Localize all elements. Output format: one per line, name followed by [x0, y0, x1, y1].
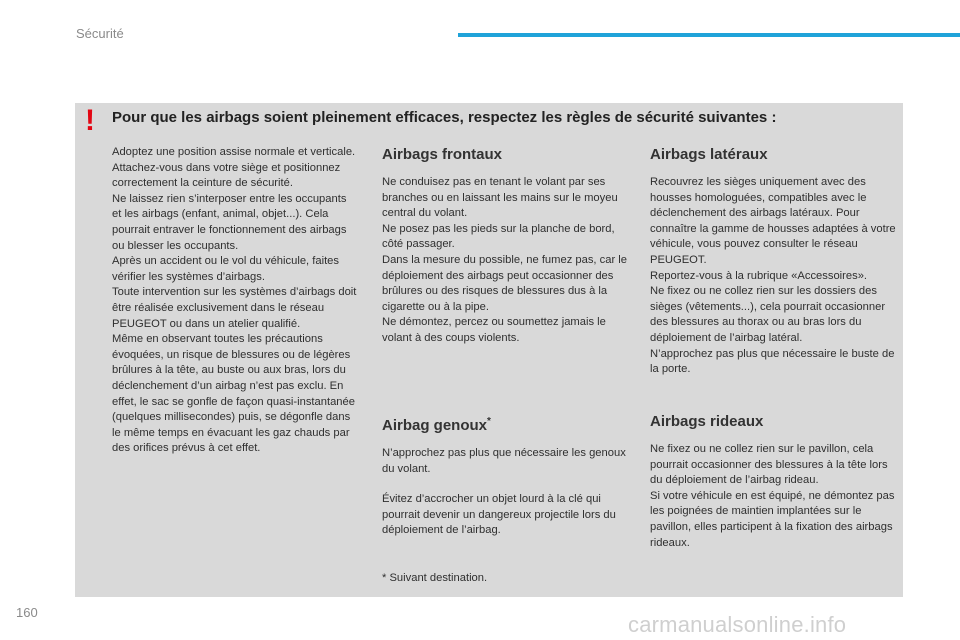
frontal-paragraph: Ne posez pas les pieds sur la planche de bord, côté passager. — [382, 222, 615, 251]
section-title: Sécurité — [76, 26, 124, 41]
knee-airbag-section — [382, 413, 632, 539]
page-number: 160 — [16, 605, 38, 620]
frontal-paragraph: Dans la mesure du possible, ne fumez pas, car le déploiement des airbags peut occasionner des brûlures ou des risques de blessures dus à la cigarette ou à la pipe. — [382, 253, 628, 313]
frontal-airbags-section — [382, 146, 632, 347]
frontal-paragraph: Ne démontez, percez ou soumettez jamais le volant à des coups violents. — [382, 316, 606, 344]
frontal-paragraph: Ne conduisez pas en tenant le volant par ses branches ou en laissant les mains sur le moyeu central du volant. — [382, 176, 618, 220]
warning-title: Pour que les airbags soient pleinement efficaces, respectez les règles de sécurité suivantes : — [112, 109, 777, 126]
side-paragraph: Reportez-vous à la rubrique «Accessoires». — [650, 269, 868, 282]
knee-airbag-heading-text: Airbag genoux — [382, 417, 488, 434]
general-paragraph: Attachez-vous dans votre siège et positionnez correctement la ceinture de sécurité. — [112, 161, 341, 190]
general-paragraph: Toute intervention sur les systèmes d’airbags doit être réalisée exclusivement dans le réseau PEUGEOT ou dans un atelier qualifié. — [112, 286, 357, 330]
side-airbags-section — [650, 146, 902, 378]
curtain-paragraph: Si votre véhicule en est équipé, ne démontez pas les poignées de maintien implantées sur le pavillon, elles participent à la fixation des airbags rideaux. — [650, 489, 895, 549]
curtain-airbags-section — [650, 413, 902, 551]
general-rules — [112, 145, 358, 457]
accent-bar — [458, 33, 960, 37]
knee-paragraph: Évitez d’accrocher un objet lourd à la clé qui pourrait devenir un dangereux projectile lors du déploiement de l’airbag. — [382, 493, 616, 537]
frontal-airbags-heading: Airbags frontaux — [382, 146, 503, 163]
watermark: carmanualsonline.info — [628, 612, 847, 637]
general-paragraph: Même en observant toutes les précautions évoquées, un risque de blessures ou de légères brûlures à la tête, au buste ou aux bras, lors du déclenchement d’un airbag n’est pas exclu. En effet, le sac se gonfle de façon quasi-instantanée (quelques millisecondes) puis, se dégonfle dans le même temps en évacuant les gaz chauds par des orifices prévus à cet effet. — [112, 333, 355, 455]
footnote-mark: * — [487, 416, 491, 427]
curtain-airbags-heading: Airbags rideaux — [650, 413, 764, 430]
knee-airbag-heading — [382, 413, 632, 435]
exclamation-icon: ! — [85, 104, 95, 137]
footnote: * Suivant destination. — [382, 572, 488, 584]
side-airbags-heading: Airbags latéraux — [650, 146, 768, 163]
knee-paragraph: N’approchez pas plus que nécessaire les genoux du volant. — [382, 447, 626, 475]
curtain-paragraph: Ne fixez ou ne collez rien sur le pavillon, cela pourrait occasionner des blessures à la tête lors du déploiement de l’airbag rideau. — [650, 443, 888, 487]
general-paragraph: Ne laissez rien s’interposer entre les occupants et les airbags (enfant, animal, objet...). Cela pourrait entraver le fonctionnement des airbags ou blesser les occupants. — [112, 192, 347, 252]
side-paragraph: Ne fixez ou ne collez rien sur les dossiers des sièges (vêtements...), cela pourrait occasionner des blessures au thorax ou au bras lors du déploiement de l’airbag latéral. — [650, 285, 886, 344]
side-paragraph: Recouvrez les sièges uniquement avec des housses homologuées, compatibles avec le déclenchement des airbags latéraux. Pour connaître la gamme de housses adaptées à votre véhicule, vous pouvez consulter le réseau PEUGEOT. — [650, 176, 896, 266]
side-paragraph: N’approchez pas plus que nécessaire le buste de la porte. — [650, 347, 895, 376]
general-paragraph: Après un accident ou le vol du véhicule, faites vérifier les systèmes d’airbags. — [112, 255, 339, 283]
paragraph-gap — [382, 477, 632, 492]
general-paragraph: Adoptez une position assise normale et verticale. — [112, 146, 356, 158]
